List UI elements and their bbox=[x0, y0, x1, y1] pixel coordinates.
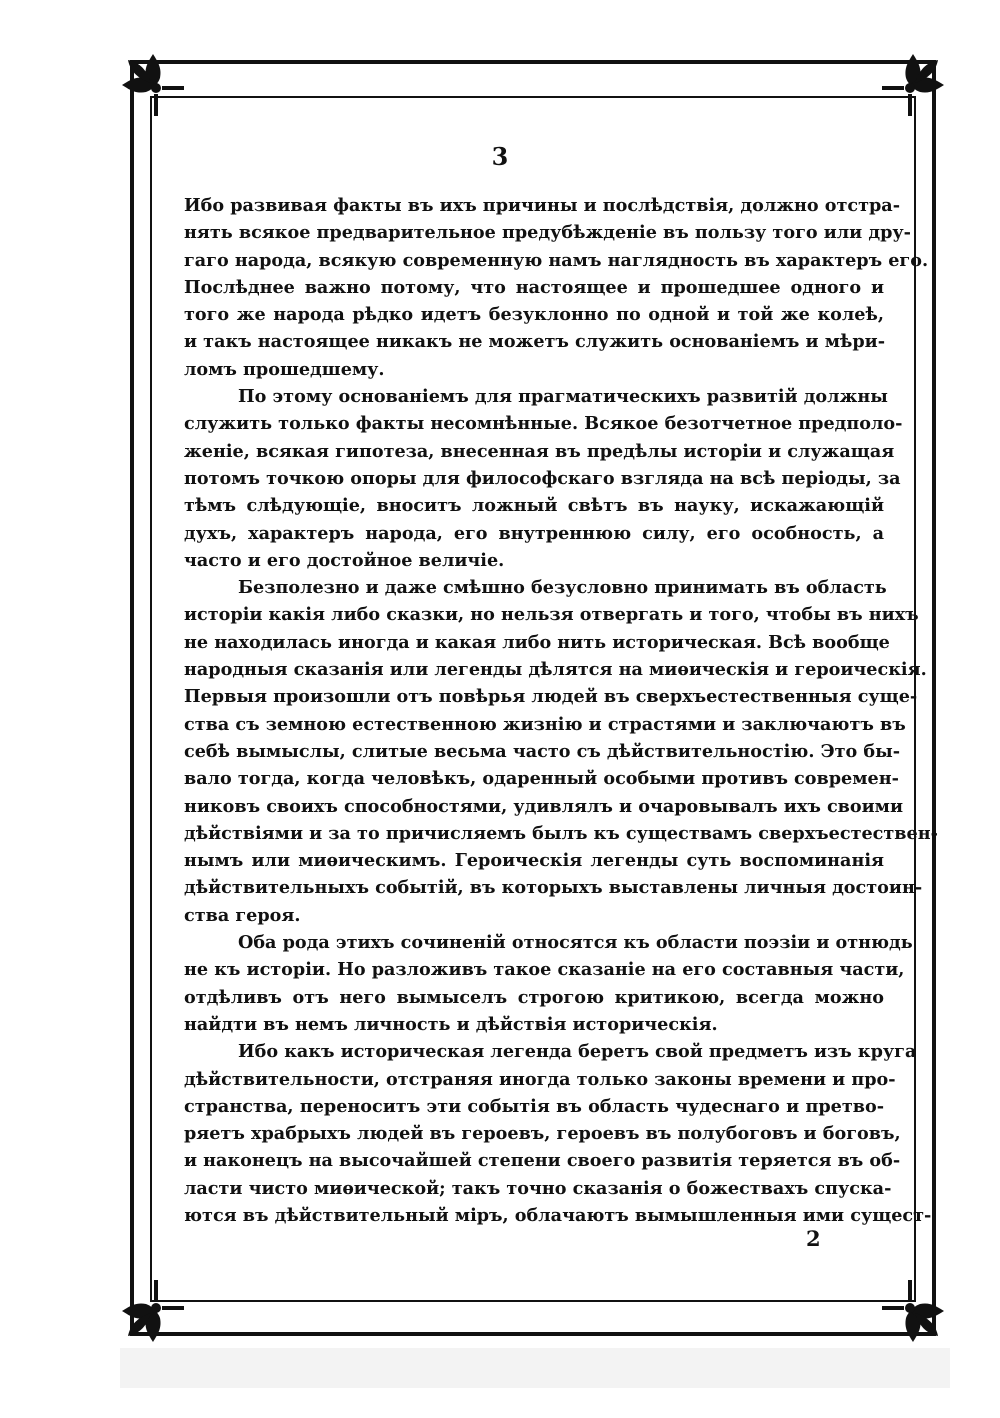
fleur-de-lis-icon bbox=[118, 50, 188, 120]
text-line: женіе, всякая гипотеза, внесенная въ предѣлы исторіи и служащая bbox=[184, 440, 895, 462]
text-line: исторіи какія либо сказки, но нельзя отвергать и того, чтобы въ нихъ bbox=[184, 604, 919, 626]
text-line: Безполезно и даже смѣшно безусловно принимать въ область bbox=[238, 577, 887, 599]
text-line: ряетъ храбрыхъ людей въ героевъ, героевъ въ полубоговъ и боговъ, bbox=[184, 1123, 901, 1145]
text-line: дѣйствіями и за то причисляемъ былъ къ существамъ сверхъестествен- bbox=[184, 822, 938, 844]
text-line: Оба рода этихъ сочиненій относятся къ области поэзіи и отнюдь bbox=[238, 932, 913, 954]
fleur-de-lis-icon bbox=[118, 1276, 188, 1346]
page-number: 3 bbox=[491, 142, 509, 171]
text-line: служить только факты несомнѣнные. Всякое безотчетное предполо- bbox=[184, 413, 903, 435]
text-line: вало тогда, когда человѣкъ, одаренный особыми противъ современ- bbox=[184, 768, 899, 790]
text-line: не къ исторіи. Но разложивъ такое сказаніе на его составныя части, bbox=[184, 959, 905, 981]
fleur-de-lis-icon bbox=[878, 50, 948, 120]
text-line: Первыя произошли отъ повѣрья людей въ сверхъестественныя суще- bbox=[184, 686, 918, 708]
text-line: нять всякое предварительное предубѣжденіе въ пользу того или дру- bbox=[184, 222, 911, 244]
body-text bbox=[184, 192, 938, 1229]
text-line: и наконецъ на высочайшей степени своего развитія теряется въ об- bbox=[184, 1150, 901, 1172]
text-line: Ибо развивая факты въ ихъ причины и послѣдствія, должно отстра- bbox=[184, 195, 901, 216]
text-line: Послѣднее важно потому, что настоящее и прошедшее одного и bbox=[184, 276, 884, 298]
text-line: духъ, характеръ народа, его внутреннюю силу, его особность, а bbox=[184, 522, 884, 544]
paragraph bbox=[184, 929, 913, 1038]
text-line: Ибо какъ историческая легенда беретъ свой предметъ изъ круга bbox=[238, 1041, 917, 1063]
text-line: тѣмъ слѣдующіе, вноситъ ложный свѣтъ въ науку, искажающій bbox=[184, 495, 884, 517]
text-line: народныя сказанія или легенды дѣлятся на миѳическія и героическія. bbox=[184, 659, 927, 681]
text-line: себѣ вымыслы, слитые весьма часто съ дѣйствительностію. Это бы- bbox=[184, 740, 901, 762]
text-line: не находилась иногда и какая либо нить историческая. Всѣ вообще bbox=[184, 631, 890, 653]
text-line: дѣйствительности, отстраняя иногда только законы времени и про- bbox=[184, 1068, 896, 1090]
text-line: дѣйствительныхъ событій, въ которыхъ выставлены личныя достоин- bbox=[184, 877, 923, 899]
paragraph bbox=[184, 574, 938, 929]
text-line: отдѣливъ отъ него вымыселъ строгою критикою, всегда можно bbox=[184, 986, 884, 1008]
text-line: ства героя. bbox=[184, 904, 301, 926]
text-line: ются въ дѣйствительный міръ, облачаютъ вымышленныя ими сущест- bbox=[184, 1204, 932, 1226]
text-line: ломъ прошедшему. bbox=[184, 358, 385, 380]
text-line: ства съ земною естественною жизнію и страстями и заключаютъ въ bbox=[184, 713, 906, 735]
text-line: гаго народа, всякую современную намъ наглядность въ характеръ его. bbox=[184, 249, 929, 271]
text-line: ласти чисто миѳической; такъ точно сказанія о божествахъ спуска- bbox=[184, 1177, 892, 1199]
signature-mark: 2 bbox=[806, 1226, 821, 1251]
text-line: найдти въ немъ личность и дѣйствія историческія. bbox=[184, 1013, 718, 1035]
text-line: потомъ точкою опоры для философскаго взгляда на всѣ періоды, за bbox=[184, 467, 901, 489]
scan-margin bbox=[120, 1348, 950, 1388]
text-line: странства, переноситъ эти событія въ область чудеснаго и претво- bbox=[184, 1095, 884, 1117]
text-line: никовъ своихъ способностями, удивлялъ и очаровывалъ ихъ своими bbox=[184, 795, 903, 817]
text-line: того же народа рѣдко идетъ безуклонно по одной и той же колеѣ, bbox=[184, 304, 884, 326]
fleur-de-lis-icon bbox=[878, 1276, 948, 1346]
text-line: нымъ или миѳическимъ. Героическія легенды суть воспоминанія bbox=[184, 850, 884, 872]
text-line: часто и его достойное величіе. bbox=[184, 549, 505, 571]
paragraph bbox=[184, 192, 929, 383]
text-line: и такъ настоящее никакъ не можетъ служить основаніемъ и мѣри- bbox=[184, 331, 886, 353]
paragraph bbox=[184, 383, 903, 574]
paragraph bbox=[184, 1038, 932, 1229]
text-line: По этому основаніемъ для прагматическихъ развитій должны bbox=[238, 386, 888, 408]
